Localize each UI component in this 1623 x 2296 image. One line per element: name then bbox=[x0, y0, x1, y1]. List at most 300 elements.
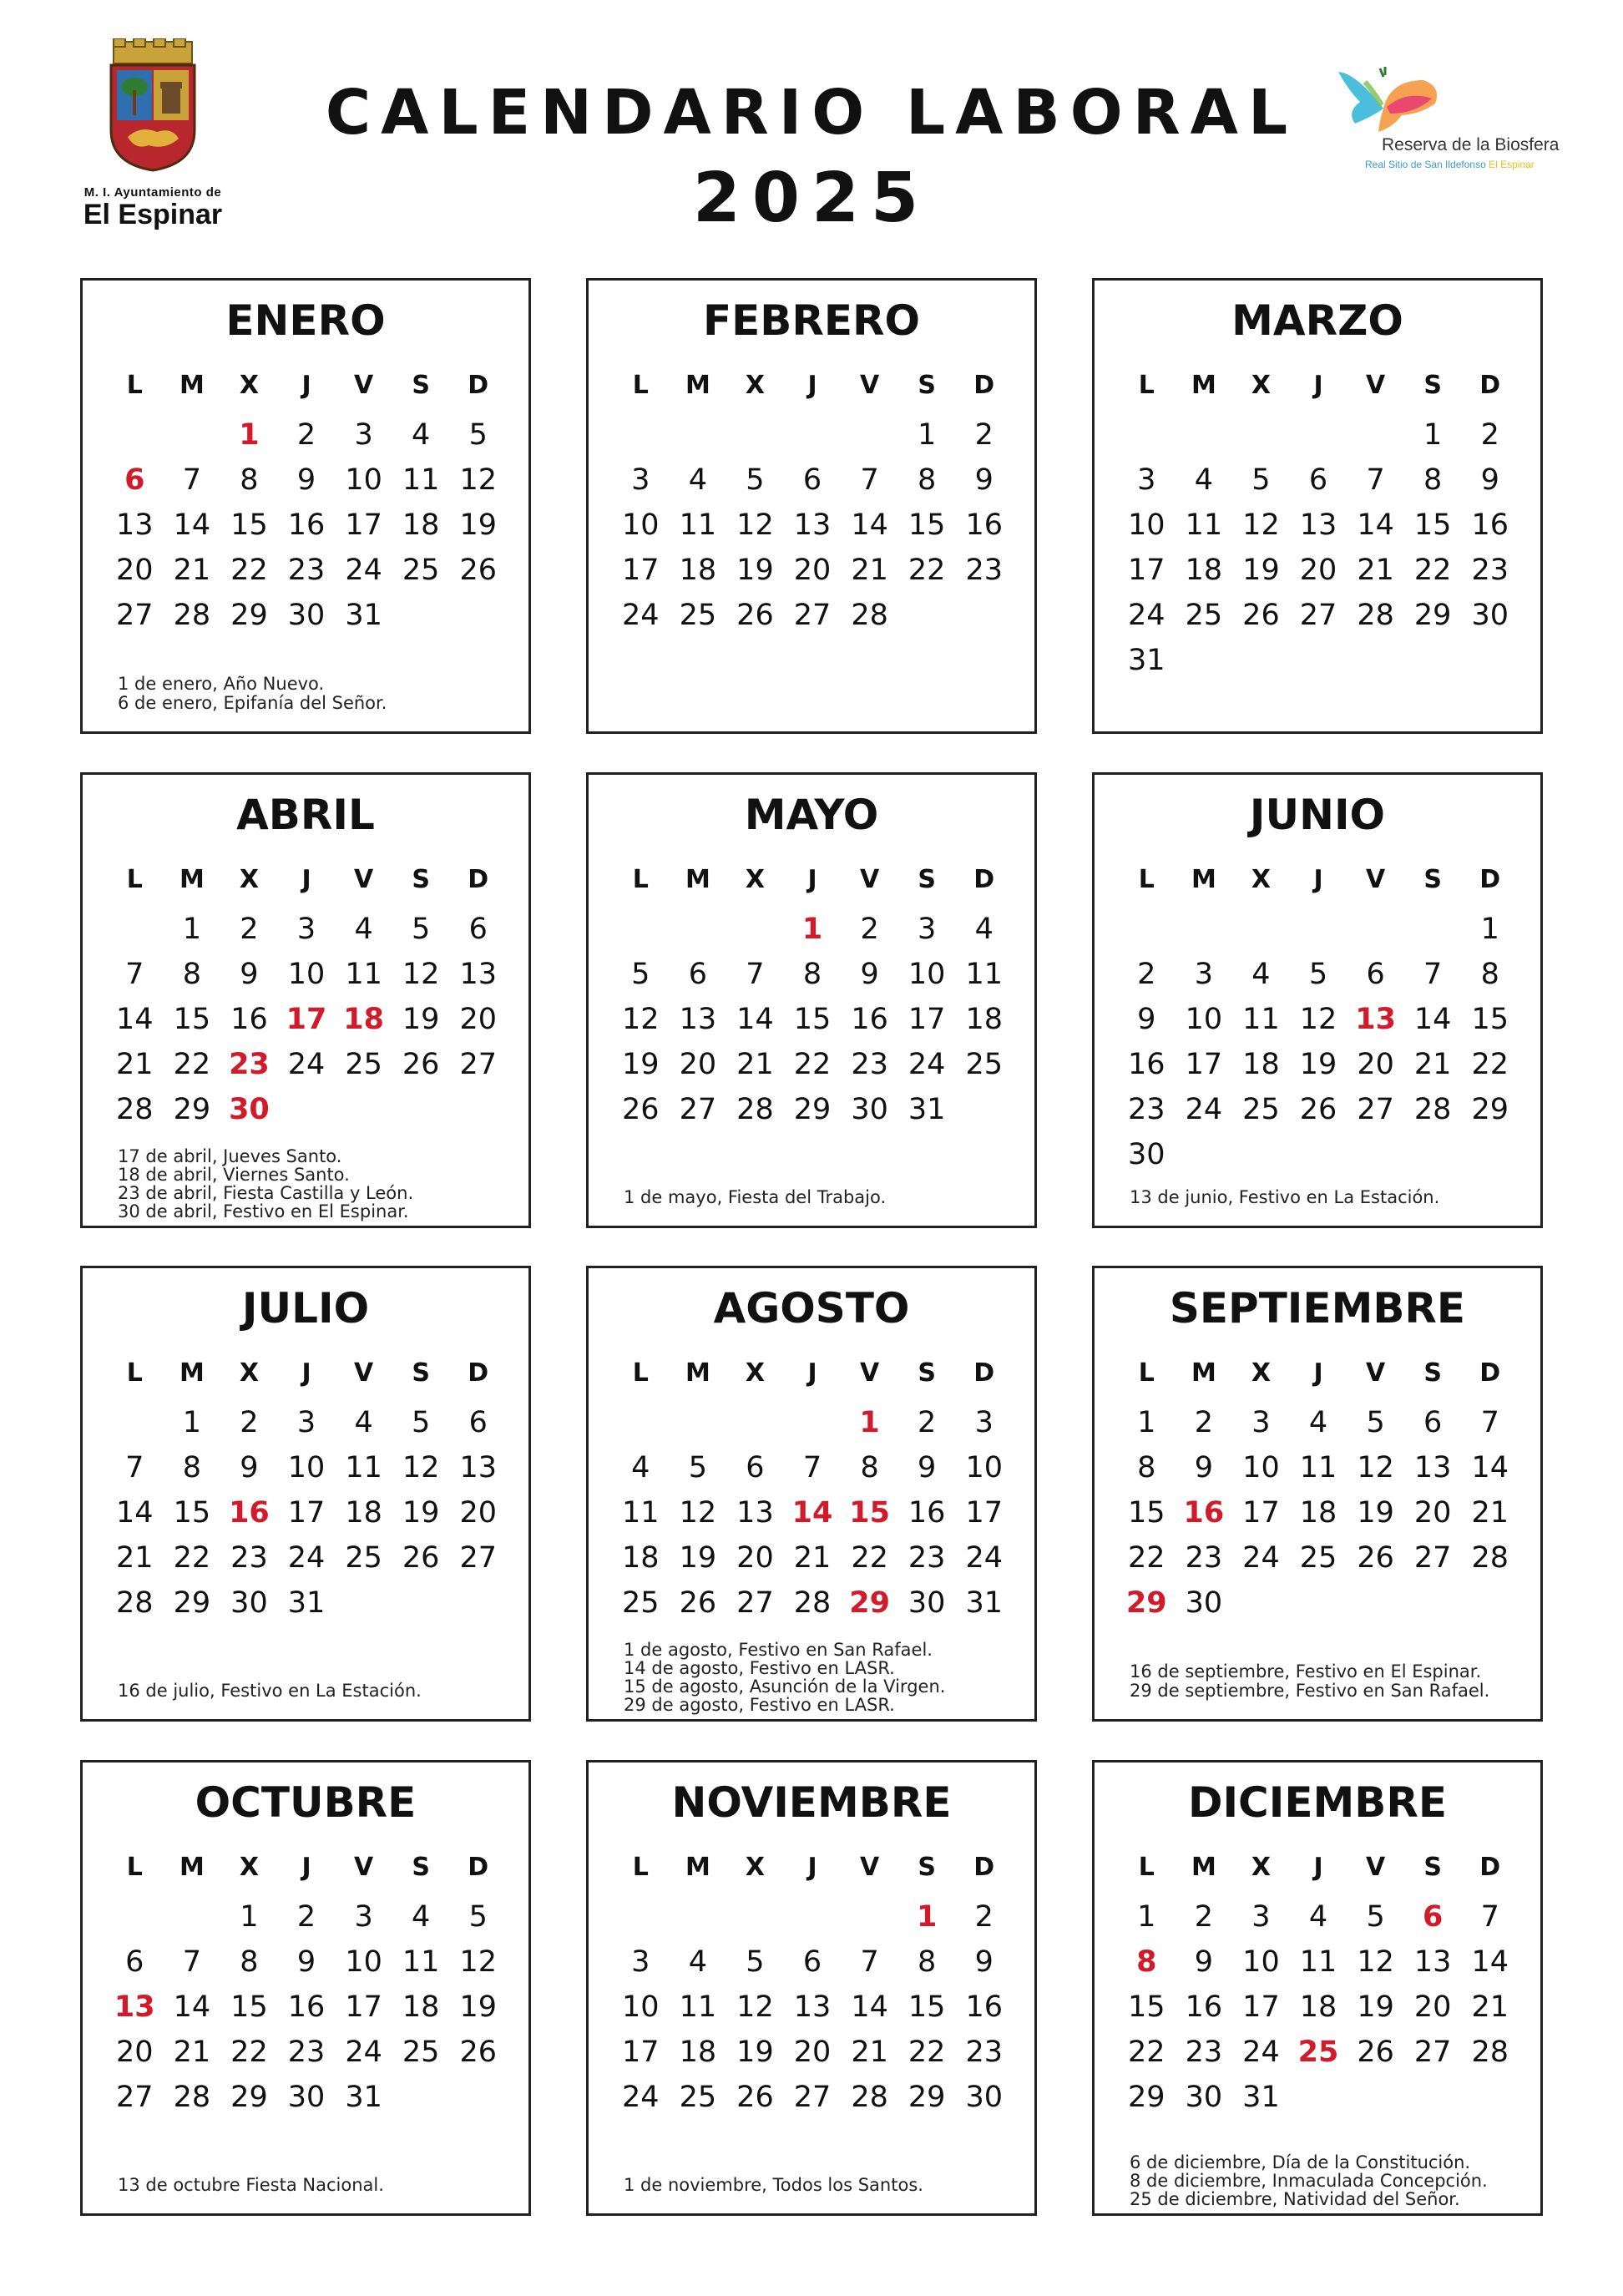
day-3: 3 bbox=[1194, 958, 1213, 991]
biosfera-logo bbox=[1332, 65, 1565, 182]
biosfera-subtitle-b: El Espinar bbox=[1489, 159, 1535, 170]
day-30: 30 bbox=[287, 599, 326, 632]
month-days-grid bbox=[612, 1350, 1013, 1626]
weekday-label: D bbox=[468, 1852, 489, 1882]
day-7: 7 bbox=[182, 463, 201, 497]
holiday-day-29: 29 bbox=[849, 1586, 890, 1620]
holiday-notes bbox=[118, 2176, 518, 2195]
day-10: 10 bbox=[287, 1451, 326, 1484]
day-3: 3 bbox=[1251, 1406, 1271, 1439]
day-16: 16 bbox=[287, 1990, 326, 2024]
weekday-label: X bbox=[1251, 1852, 1272, 1882]
day-12: 12 bbox=[1357, 1451, 1394, 1484]
day-16: 16 bbox=[287, 508, 326, 542]
day-13: 13 bbox=[793, 508, 832, 542]
weekday-label: V bbox=[859, 1358, 880, 1388]
day-5: 5 bbox=[1308, 958, 1328, 991]
day-13: 13 bbox=[1299, 508, 1337, 542]
weekday-label: D bbox=[468, 1358, 489, 1388]
week-row bbox=[106, 997, 507, 1042]
month-title: FEBRERO bbox=[702, 296, 921, 345]
day-11: 11 bbox=[679, 508, 717, 542]
day-12: 12 bbox=[679, 1496, 717, 1530]
day-29: 29 bbox=[793, 1093, 832, 1126]
day-3: 3 bbox=[1251, 1900, 1271, 1934]
weekday-label: J bbox=[1313, 1852, 1323, 1882]
weekday-label: M bbox=[685, 864, 710, 894]
day-26: 26 bbox=[459, 554, 498, 587]
week-row bbox=[612, 458, 1013, 503]
day-1: 1 bbox=[182, 913, 201, 946]
day-6: 6 bbox=[1308, 463, 1328, 497]
day-10: 10 bbox=[287, 958, 326, 991]
holiday-note: 25 de diciembre, Natividad del Señor. bbox=[1130, 2189, 1460, 2209]
day-17: 17 bbox=[1128, 554, 1165, 587]
day-16: 16 bbox=[1128, 1048, 1165, 1081]
day-11: 11 bbox=[679, 1990, 717, 2024]
day-25: 25 bbox=[1242, 1093, 1280, 1126]
day-13: 13 bbox=[736, 1496, 774, 1530]
week-row bbox=[612, 1985, 1013, 2030]
day-4: 4 bbox=[354, 1406, 373, 1439]
day-4: 4 bbox=[631, 1451, 650, 1484]
day-25: 25 bbox=[402, 554, 440, 587]
day-24: 24 bbox=[622, 599, 660, 632]
day-21: 21 bbox=[1471, 1496, 1509, 1530]
weekday-label: X bbox=[745, 1358, 766, 1388]
day-25: 25 bbox=[1185, 599, 1223, 632]
week-row bbox=[1118, 412, 1519, 458]
day-20: 20 bbox=[793, 554, 832, 587]
day-20: 20 bbox=[116, 554, 154, 587]
day-21: 21 bbox=[1413, 1048, 1452, 1081]
day-26: 26 bbox=[402, 1541, 440, 1575]
day-10: 10 bbox=[908, 958, 946, 991]
day-15: 15 bbox=[1471, 1003, 1509, 1036]
day-28: 28 bbox=[736, 1093, 774, 1126]
day-27: 27 bbox=[459, 1048, 498, 1081]
month-title: SEPTIEMBRE bbox=[1169, 1284, 1466, 1333]
week-row bbox=[106, 1087, 507, 1132]
day-28: 28 bbox=[1471, 1541, 1509, 1575]
day-14: 14 bbox=[1471, 1945, 1509, 1979]
day-26: 26 bbox=[459, 2036, 498, 2069]
day-24: 24 bbox=[287, 1048, 326, 1081]
day-10: 10 bbox=[622, 508, 660, 542]
day-22: 22 bbox=[173, 1048, 211, 1081]
weekday-label: M bbox=[179, 370, 205, 400]
weekday-label: L bbox=[632, 1358, 649, 1388]
day-12: 12 bbox=[402, 1451, 440, 1484]
day-15: 15 bbox=[1413, 508, 1452, 542]
day-8: 8 bbox=[918, 463, 937, 497]
day-27: 27 bbox=[736, 1586, 774, 1620]
month-days-grid bbox=[1118, 362, 1519, 683]
day-21: 21 bbox=[793, 1541, 832, 1575]
weekday-header bbox=[612, 1844, 1013, 1889]
holiday-note: 30 de abril, Festivo en El Espinar. bbox=[118, 1201, 409, 1221]
day-29: 29 bbox=[173, 1586, 211, 1620]
day-16: 16 bbox=[1471, 508, 1509, 542]
week-row bbox=[1118, 1894, 1519, 1939]
day-2: 2 bbox=[296, 418, 316, 452]
day-2: 2 bbox=[974, 418, 994, 452]
week-row bbox=[106, 1580, 507, 1626]
day-19: 19 bbox=[736, 2036, 774, 2069]
weekday-label: J bbox=[807, 1358, 817, 1388]
weekday-label: J bbox=[807, 370, 817, 400]
day-24: 24 bbox=[1185, 1093, 1223, 1126]
day-2: 2 bbox=[296, 1900, 316, 1934]
day-30: 30 bbox=[1185, 2081, 1223, 2114]
day-11: 11 bbox=[402, 463, 440, 497]
day-22: 22 bbox=[230, 554, 268, 587]
day-3: 3 bbox=[296, 1406, 316, 1439]
day-18: 18 bbox=[345, 1496, 382, 1530]
weekday-label: D bbox=[1479, 1852, 1501, 1882]
week-row bbox=[106, 548, 507, 593]
day-25: 25 bbox=[402, 2036, 440, 2069]
week-row bbox=[106, 412, 507, 458]
day-15: 15 bbox=[230, 508, 268, 542]
week-row bbox=[1118, 1087, 1519, 1132]
week-row bbox=[612, 548, 1013, 593]
day-31: 31 bbox=[908, 1093, 946, 1126]
holiday-note: 29 de septiembre, Festivo en San Rafael. bbox=[1130, 1681, 1490, 1701]
day-19: 19 bbox=[1357, 1990, 1394, 2024]
day-21: 21 bbox=[1357, 554, 1394, 587]
holiday-day-8: 8 bbox=[1136, 1945, 1157, 1979]
day-7: 7 bbox=[860, 463, 879, 497]
weekday-label: D bbox=[973, 1358, 995, 1388]
day-13: 13 bbox=[679, 1003, 717, 1036]
holiday-day-29: 29 bbox=[1125, 1586, 1167, 1620]
day-18: 18 bbox=[1185, 554, 1223, 587]
day-17: 17 bbox=[1242, 1990, 1280, 2024]
day-1: 1 bbox=[182, 1406, 201, 1439]
weekday-label: X bbox=[239, 370, 260, 400]
day-9: 9 bbox=[240, 958, 259, 991]
day-26: 26 bbox=[1242, 599, 1280, 632]
day-9: 9 bbox=[1194, 1451, 1213, 1484]
day-1: 1 bbox=[1137, 1900, 1156, 1934]
weekday-label: X bbox=[1251, 370, 1272, 400]
week-row bbox=[1118, 1939, 1519, 1985]
weekday-header bbox=[1118, 1844, 1519, 1889]
day-22: 22 bbox=[908, 554, 946, 587]
holiday-day-18: 18 bbox=[343, 1003, 384, 1036]
holiday-note: 23 de abril, Fiesta Castilla y León. bbox=[118, 1183, 414, 1203]
day-30: 30 bbox=[908, 1586, 946, 1620]
day-15: 15 bbox=[230, 1990, 268, 2024]
weekday-label: D bbox=[973, 370, 995, 400]
month-days-grid bbox=[106, 362, 507, 638]
weekday-label: S bbox=[412, 1358, 430, 1388]
day-25: 25 bbox=[345, 1541, 382, 1575]
day-2: 2 bbox=[240, 913, 259, 946]
day-13: 13 bbox=[1413, 1451, 1452, 1484]
day-29: 29 bbox=[1128, 2081, 1165, 2114]
day-31: 31 bbox=[287, 1586, 326, 1620]
day-11: 11 bbox=[965, 958, 1004, 991]
day-14: 14 bbox=[1413, 1003, 1452, 1036]
day-26: 26 bbox=[622, 1093, 660, 1126]
day-17: 17 bbox=[908, 1003, 946, 1036]
day-23: 23 bbox=[287, 554, 326, 587]
day-21: 21 bbox=[851, 2036, 888, 2069]
holiday-day-13: 13 bbox=[114, 1990, 155, 2024]
week-row bbox=[1118, 2075, 1519, 2120]
page-title: CALENDARIO LABORAL bbox=[325, 77, 1298, 149]
day-18: 18 bbox=[679, 2036, 717, 2069]
holiday-note: 1 de noviembre, Todos los Santos. bbox=[624, 2175, 923, 2195]
month-days-grid bbox=[1118, 857, 1519, 1177]
day-19: 19 bbox=[736, 554, 774, 587]
day-5: 5 bbox=[412, 913, 431, 946]
day-2: 2 bbox=[1194, 1406, 1213, 1439]
holiday-note: 8 de diciembre, Inmaculada Concepción. bbox=[1130, 2171, 1488, 2191]
day-14: 14 bbox=[851, 1990, 888, 2024]
day-4: 4 bbox=[412, 418, 431, 452]
day-8: 8 bbox=[1480, 958, 1499, 991]
day-28: 28 bbox=[1413, 1093, 1452, 1126]
day-17: 17 bbox=[622, 554, 660, 587]
day-5: 5 bbox=[1366, 1406, 1385, 1439]
day-24: 24 bbox=[908, 1048, 946, 1081]
day-11: 11 bbox=[622, 1496, 660, 1530]
month-title: JULIO bbox=[241, 1284, 370, 1333]
holiday-note: 16 de julio, Festivo en La Estación. bbox=[118, 1681, 422, 1701]
holiday-day-1: 1 bbox=[917, 1900, 938, 1934]
weekday-label: X bbox=[239, 864, 260, 894]
day-4: 4 bbox=[1251, 958, 1271, 991]
day-6: 6 bbox=[125, 1945, 144, 1979]
day-31: 31 bbox=[345, 2081, 382, 2114]
week-row bbox=[1118, 952, 1519, 997]
day-3: 3 bbox=[974, 1406, 994, 1439]
week-row bbox=[106, 1985, 507, 2030]
month-days-grid bbox=[106, 1350, 507, 1626]
weekday-header bbox=[106, 857, 507, 902]
day-17: 17 bbox=[965, 1496, 1004, 1530]
day-12: 12 bbox=[622, 1003, 660, 1036]
weekday-label: J bbox=[301, 864, 311, 894]
day-24: 24 bbox=[345, 554, 382, 587]
day-24: 24 bbox=[1242, 2036, 1280, 2069]
weekday-label: X bbox=[745, 864, 766, 894]
week-row bbox=[612, 952, 1013, 997]
biosfera-title: Reserva de la Biosfera bbox=[1382, 135, 1560, 154]
day-15: 15 bbox=[908, 1990, 946, 2024]
weekday-label: S bbox=[412, 370, 430, 400]
day-27: 27 bbox=[1357, 1093, 1394, 1126]
day-8: 8 bbox=[240, 1945, 259, 1979]
weekday-label: L bbox=[126, 864, 143, 894]
holiday-note: 13 de octubre Fiesta Nacional. bbox=[118, 2175, 384, 2195]
day-30: 30 bbox=[851, 1093, 888, 1126]
weekday-label: V bbox=[353, 1358, 374, 1388]
holiday-note: 16 de septiembre, Festivo en El Espinar. bbox=[1130, 1661, 1482, 1682]
day-4: 4 bbox=[354, 913, 373, 946]
day-1: 1 bbox=[918, 418, 937, 452]
day-19: 19 bbox=[402, 1003, 440, 1036]
day-4: 4 bbox=[974, 913, 994, 946]
weekday-header bbox=[106, 1844, 507, 1889]
week-row bbox=[1118, 997, 1519, 1042]
day-16: 16 bbox=[1185, 1990, 1223, 2024]
week-row bbox=[1118, 907, 1519, 952]
day-9: 9 bbox=[860, 958, 879, 991]
month-title: MARZO bbox=[1231, 296, 1403, 345]
week-row bbox=[612, 1490, 1013, 1535]
holiday-notes bbox=[624, 1188, 1024, 1207]
weekday-label: D bbox=[468, 864, 489, 894]
day-10: 10 bbox=[345, 1945, 382, 1979]
week-row bbox=[1118, 638, 1519, 683]
weekday-label: L bbox=[126, 1852, 143, 1882]
holiday-note: 17 de abril, Jueves Santo. bbox=[118, 1146, 342, 1166]
day-22: 22 bbox=[1413, 554, 1452, 587]
day-12: 12 bbox=[459, 463, 498, 497]
week-row bbox=[612, 1580, 1013, 1626]
day-10: 10 bbox=[345, 463, 382, 497]
day-28: 28 bbox=[173, 599, 211, 632]
weekday-label: V bbox=[1365, 864, 1386, 894]
day-6: 6 bbox=[1366, 958, 1385, 991]
holiday-note: 6 de enero, Epifanía del Señor. bbox=[118, 693, 387, 713]
week-row bbox=[612, 997, 1013, 1042]
weekday-label: X bbox=[1251, 864, 1272, 894]
day-12: 12 bbox=[1299, 1003, 1337, 1036]
week-row bbox=[106, 1535, 507, 1580]
day-20: 20 bbox=[459, 1496, 498, 1530]
month-title: MAYO bbox=[744, 791, 879, 839]
day-4: 4 bbox=[688, 1945, 707, 1979]
day-6: 6 bbox=[468, 913, 488, 946]
day-29: 29 bbox=[1413, 599, 1452, 632]
weekday-label: S bbox=[1423, 370, 1442, 400]
day-14: 14 bbox=[1357, 508, 1394, 542]
day-23: 23 bbox=[1128, 1093, 1165, 1126]
day-30: 30 bbox=[230, 1586, 268, 1620]
day-20: 20 bbox=[1413, 1990, 1452, 2024]
week-row bbox=[1118, 593, 1519, 638]
day-23: 23 bbox=[965, 2036, 1004, 2069]
day-8: 8 bbox=[182, 1451, 201, 1484]
day-28: 28 bbox=[173, 2081, 211, 2114]
holiday-notes bbox=[624, 2176, 1024, 2195]
holiday-day-6: 6 bbox=[1423, 1900, 1444, 1934]
month-title: ENERO bbox=[225, 296, 386, 345]
weekday-label: J bbox=[301, 1358, 311, 1388]
day-14: 14 bbox=[1471, 1451, 1509, 1484]
day-7: 7 bbox=[746, 958, 765, 991]
day-2: 2 bbox=[1137, 958, 1156, 991]
weekday-label: S bbox=[1423, 864, 1442, 894]
weekday-label: J bbox=[807, 1852, 817, 1882]
weekday-label: J bbox=[301, 1852, 311, 1882]
day-27: 27 bbox=[1413, 1541, 1452, 1575]
day-22: 22 bbox=[1128, 2036, 1165, 2069]
week-row bbox=[612, 412, 1013, 458]
day-5: 5 bbox=[688, 1451, 707, 1484]
butterfly-icon bbox=[1332, 65, 1449, 140]
day-19: 19 bbox=[459, 508, 498, 542]
day-26: 26 bbox=[1357, 1541, 1394, 1575]
day-26: 26 bbox=[402, 1048, 440, 1081]
day-25: 25 bbox=[622, 1586, 660, 1620]
weekday-label: M bbox=[179, 1358, 205, 1388]
weekday-label: M bbox=[685, 1358, 710, 1388]
day-13: 13 bbox=[116, 508, 154, 542]
day-14: 14 bbox=[173, 508, 211, 542]
week-row bbox=[612, 1894, 1013, 1939]
weekday-label: J bbox=[301, 370, 311, 400]
day-18: 18 bbox=[965, 1003, 1004, 1036]
weekday-label: J bbox=[1313, 1358, 1323, 1388]
day-21: 21 bbox=[173, 2036, 211, 2069]
week-row bbox=[1118, 1400, 1519, 1445]
week-row bbox=[106, 458, 507, 503]
month-panel-marzo bbox=[1092, 278, 1543, 734]
day-24: 24 bbox=[622, 2081, 660, 2114]
day-28: 28 bbox=[116, 1586, 154, 1620]
day-23: 23 bbox=[965, 554, 1004, 587]
weekday-label: D bbox=[1479, 370, 1501, 400]
day-28: 28 bbox=[1357, 599, 1394, 632]
day-9: 9 bbox=[1194, 1945, 1213, 1979]
day-16: 16 bbox=[965, 508, 1004, 542]
holiday-notes bbox=[118, 675, 518, 713]
day-7: 7 bbox=[1423, 958, 1443, 991]
week-row bbox=[1118, 458, 1519, 503]
holiday-day-14: 14 bbox=[791, 1496, 833, 1530]
day-11: 11 bbox=[1185, 508, 1223, 542]
day-3: 3 bbox=[631, 1945, 650, 1979]
day-1: 1 bbox=[1480, 913, 1499, 946]
day-12: 12 bbox=[1357, 1945, 1394, 1979]
day-23: 23 bbox=[1185, 2036, 1223, 2069]
day-19: 19 bbox=[1357, 1496, 1394, 1530]
month-days-grid bbox=[612, 1844, 1013, 2120]
weekday-label: L bbox=[1138, 1852, 1155, 1882]
day-30: 30 bbox=[965, 2081, 1004, 2114]
day-11: 11 bbox=[1299, 1451, 1337, 1484]
day-17: 17 bbox=[345, 1990, 382, 2024]
holiday-day-16: 16 bbox=[229, 1496, 270, 1530]
week-row bbox=[612, 907, 1013, 952]
day-10: 10 bbox=[1242, 1945, 1280, 1979]
weekday-header bbox=[612, 1350, 1013, 1395]
month-panel-abril bbox=[80, 772, 531, 1228]
weekday-label: X bbox=[239, 1358, 260, 1388]
day-9: 9 bbox=[296, 463, 316, 497]
day-20: 20 bbox=[736, 1541, 774, 1575]
weekday-label: D bbox=[973, 1852, 995, 1882]
day-14: 14 bbox=[736, 1003, 774, 1036]
day-18: 18 bbox=[402, 508, 440, 542]
month-days-grid bbox=[106, 857, 507, 1132]
day-22: 22 bbox=[173, 1541, 211, 1575]
day-30: 30 bbox=[287, 2081, 326, 2114]
day-5: 5 bbox=[468, 1900, 488, 1934]
day-17: 17 bbox=[345, 508, 382, 542]
week-row bbox=[106, 503, 507, 548]
week-row bbox=[1118, 1985, 1519, 2030]
weekday-label: L bbox=[1138, 1358, 1155, 1388]
day-15: 15 bbox=[173, 1003, 211, 1036]
day-8: 8 bbox=[918, 1945, 937, 1979]
